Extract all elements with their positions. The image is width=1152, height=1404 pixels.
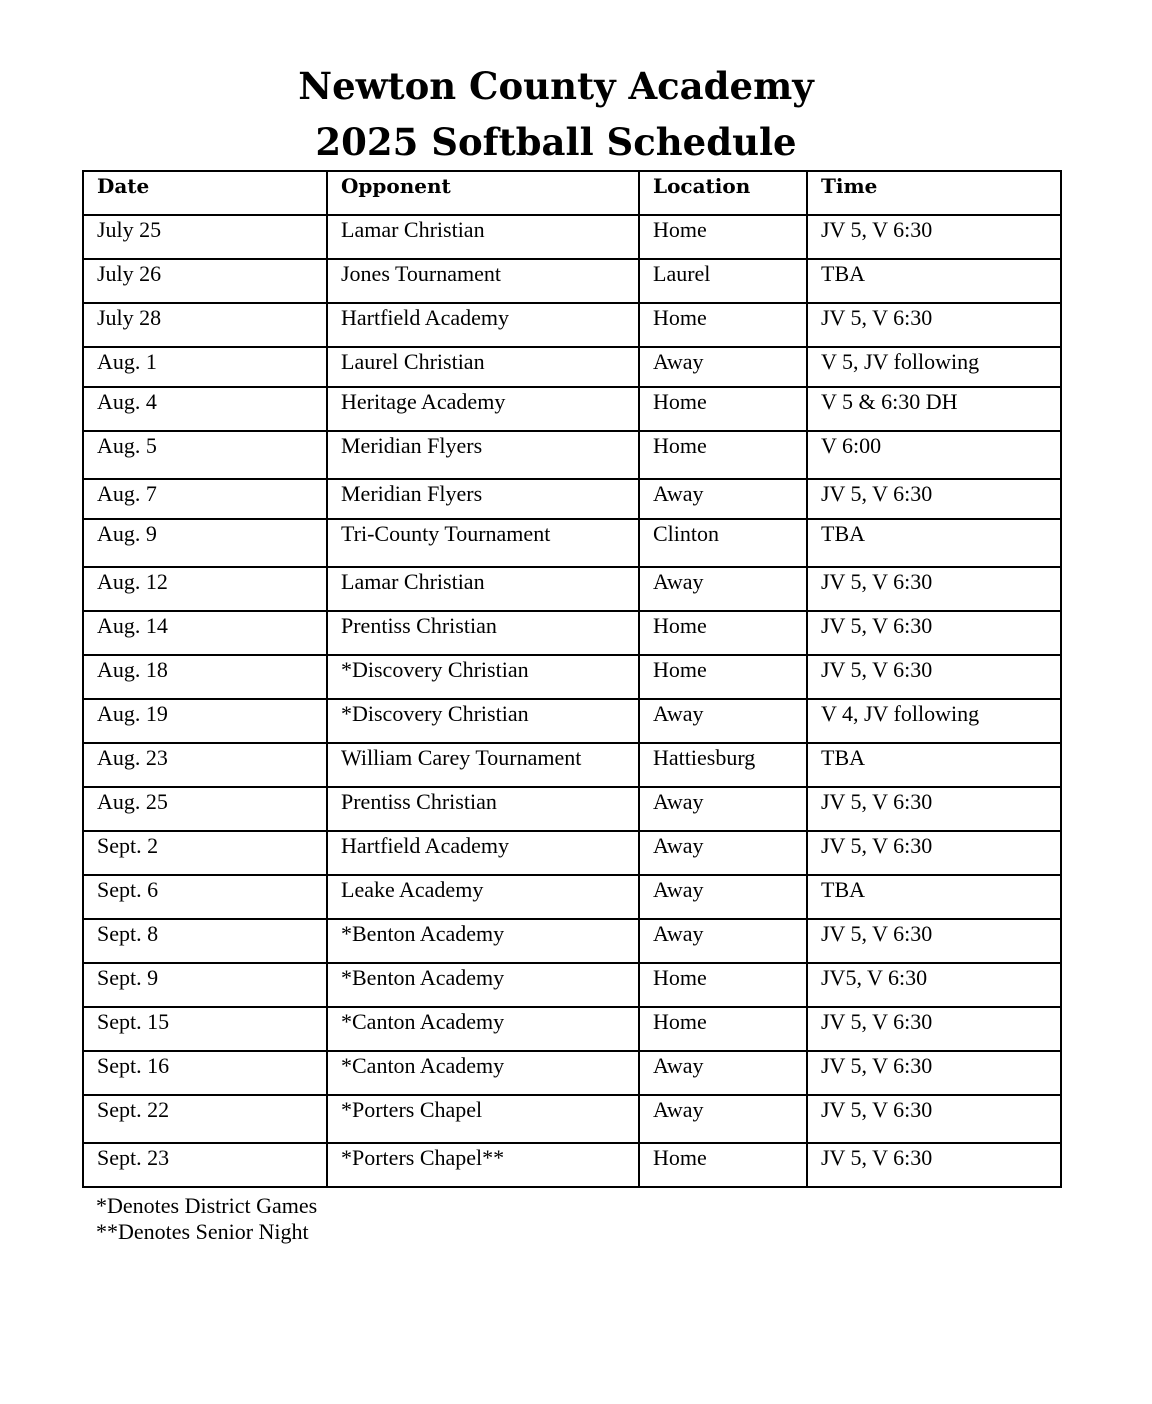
location-cell: Home (639, 431, 807, 479)
opponent-cell: Lamar Christian (327, 567, 639, 611)
time-cell: V 5 & 6:30 DH (807, 387, 1061, 431)
table-row (83, 611, 1061, 655)
date-cell: Aug. 14 (83, 611, 327, 655)
location-cell: Away (639, 831, 807, 875)
location-cell: Home (639, 611, 807, 655)
opponent-cell: Meridian Flyers (327, 479, 639, 519)
location-cell: Hattiesburg (639, 743, 807, 787)
location-cell: Home (639, 1007, 807, 1051)
opponent-cell: *Porters Chapel (327, 1095, 639, 1143)
location-cell: Home (639, 215, 807, 259)
table-row (83, 919, 1061, 963)
time-cell: TBA (807, 875, 1061, 919)
location-cell: Away (639, 787, 807, 831)
date-cell: Aug. 18 (83, 655, 327, 699)
opponent-cell: Prentiss Christian (327, 611, 639, 655)
table-row (83, 1143, 1061, 1187)
time-cell: JV 5, V 6:30 (807, 303, 1061, 347)
column-header-time: Time (807, 171, 1061, 215)
date-cell: July 25 (83, 215, 327, 259)
date-cell: Aug. 12 (83, 567, 327, 611)
location-cell: Away (639, 875, 807, 919)
time-cell: JV 5, V 6:30 (807, 1143, 1061, 1187)
date-cell: July 28 (83, 303, 327, 347)
table-row (83, 387, 1061, 431)
opponent-cell: *Canton Academy (327, 1051, 639, 1095)
time-cell: JV 5, V 6:30 (807, 1095, 1061, 1143)
date-cell: Sept. 15 (83, 1007, 327, 1051)
time-cell: V 5, JV following (807, 347, 1061, 387)
table-row (83, 1007, 1061, 1051)
location-cell: Home (639, 963, 807, 1007)
opponent-cell: *Benton Academy (327, 919, 639, 963)
location-cell: Away (639, 567, 807, 611)
location-cell: Home (639, 303, 807, 347)
opponent-cell: Hartfield Academy (327, 303, 639, 347)
table-row (83, 479, 1061, 519)
time-cell: JV5, V 6:30 (807, 963, 1061, 1007)
table-row (83, 743, 1061, 787)
opponent-cell: Jones Tournament (327, 259, 639, 303)
date-cell: Aug. 25 (83, 787, 327, 831)
date-cell: Sept. 9 (83, 963, 327, 1007)
column-header-opponent: Opponent (327, 171, 639, 215)
location-cell: Clinton (639, 519, 807, 567)
time-cell: JV 5, V 6:30 (807, 1051, 1061, 1095)
date-cell: Aug. 19 (83, 699, 327, 743)
date-cell: Sept. 16 (83, 1051, 327, 1095)
location-cell: Away (639, 919, 807, 963)
opponent-cell: Lamar Christian (327, 215, 639, 259)
time-cell: TBA (807, 259, 1061, 303)
opponent-cell: Leake Academy (327, 875, 639, 919)
time-cell: JV 5, V 6:30 (807, 1007, 1061, 1051)
time-cell: JV 5, V 6:30 (807, 919, 1061, 963)
senior-night-note: **Denotes Senior Night (96, 1219, 309, 1244)
date-cell: Aug. 1 (83, 347, 327, 387)
date-cell: Aug. 7 (83, 479, 327, 519)
opponent-cell: *Discovery Christian (327, 699, 639, 743)
location-cell: Laurel (639, 259, 807, 303)
date-cell: Aug. 9 (83, 519, 327, 567)
location-cell: Away (639, 699, 807, 743)
time-cell: JV 5, V 6:30 (807, 831, 1061, 875)
opponent-cell: *Porters Chapel** (327, 1143, 639, 1187)
location-cell: Away (639, 479, 807, 519)
date-cell: Sept. 22 (83, 1095, 327, 1143)
opponent-cell: *Benton Academy (327, 963, 639, 1007)
date-cell: Sept. 8 (83, 919, 327, 963)
date-cell: Sept. 6 (83, 875, 327, 919)
column-header-date: Date (83, 171, 327, 215)
column-header-location: Location (639, 171, 807, 215)
opponent-cell: *Canton Academy (327, 1007, 639, 1051)
table-row (83, 259, 1061, 303)
opponent-cell: William Carey Tournament (327, 743, 639, 787)
header-row (83, 171, 1061, 215)
location-cell: Away (639, 1095, 807, 1143)
table-row (83, 347, 1061, 387)
opponent-cell: Hartfield Academy (327, 831, 639, 875)
time-cell: JV 5, V 6:30 (807, 787, 1061, 831)
table-row (83, 1051, 1061, 1095)
date-cell: July 26 (83, 259, 327, 303)
date-cell: Aug. 23 (83, 743, 327, 787)
time-cell: JV 5, V 6:30 (807, 215, 1061, 259)
date-cell: Aug. 5 (83, 431, 327, 479)
time-cell: JV 5, V 6:30 (807, 567, 1061, 611)
location-cell: Home (639, 1143, 807, 1187)
table-row (83, 963, 1061, 1007)
date-cell: Sept. 2 (83, 831, 327, 875)
location-cell: Home (639, 655, 807, 699)
time-cell: V 6:00 (807, 431, 1061, 479)
opponent-cell: Laurel Christian (327, 347, 639, 387)
footnotes (96, 1193, 317, 1245)
location-cell: Away (639, 1051, 807, 1095)
time-cell: JV 5, V 6:30 (807, 479, 1061, 519)
table-row (83, 831, 1061, 875)
date-cell: Aug. 4 (83, 387, 327, 431)
table-row (83, 303, 1061, 347)
location-cell: Home (639, 387, 807, 431)
opponent-cell: Meridian Flyers (327, 431, 639, 479)
page-title (0, 58, 1112, 170)
table-row (83, 567, 1061, 611)
table-row (83, 519, 1061, 567)
table-row (83, 655, 1061, 699)
location-cell: Away (639, 347, 807, 387)
time-cell: JV 5, V 6:30 (807, 611, 1061, 655)
table-row (83, 699, 1061, 743)
date-cell: Sept. 23 (83, 1143, 327, 1187)
opponent-cell: Heritage Academy (327, 387, 639, 431)
opponent-cell: *Discovery Christian (327, 655, 639, 699)
opponent-cell: Prentiss Christian (327, 787, 639, 831)
school-name: Newton County Academy (298, 64, 814, 108)
table-row (83, 875, 1061, 919)
time-cell: JV 5, V 6:30 (807, 655, 1061, 699)
table-row (83, 215, 1061, 259)
table-row (83, 787, 1061, 831)
schedule-table (82, 170, 1062, 1188)
district-games-note: *Denotes District Games (96, 1193, 318, 1218)
time-cell: TBA (807, 519, 1061, 567)
table-row (83, 1095, 1061, 1143)
table-row (83, 431, 1061, 479)
time-cell: V 4, JV following (807, 699, 1061, 743)
schedule-title: 2025 Softball Schedule (315, 120, 797, 164)
time-cell: TBA (807, 743, 1061, 787)
opponent-cell: Tri-County Tournament (327, 519, 639, 567)
